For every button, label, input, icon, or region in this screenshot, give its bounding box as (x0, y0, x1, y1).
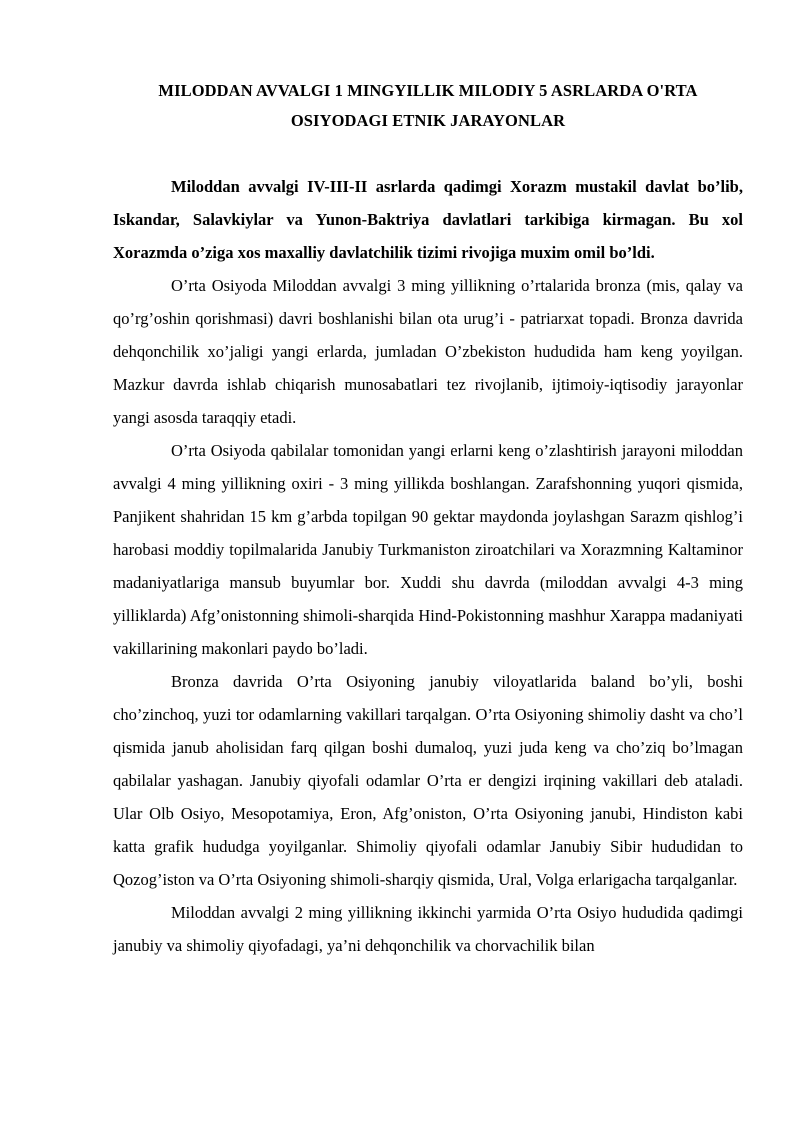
paragraph-second-millennium: Miloddan avvalgi 2 ming yillikning ikkinchi yarmida O’rta Osiyo hududida qadimgi janubiy va shimoliy qiyofadagi, ya’ni dehqonchilik va chorvachilik bilan (113, 903, 743, 955)
paragraph-intro: Miloddan avvalgi IV-III-II asrlarda qadimgi Xorazm mustakil davlat bo’lib, Iskandar, Salavkiylar va Yunon-Baktriya davlatlari tarkibiga kirmagan. Bu xol Xorazmda o’ziga xos maxalliy davlatchilik tizimi rivojiga muxim omil bo’ldi. (113, 177, 743, 262)
paragraph-bronze-age: O’rta Osiyoda Miloddan avvalgi 3 ming yillikning o’rtalarida bronza (mis, qalay va qo’rg’oshin qorishmasi) davri boshlanishi bilan ota urug’i - patriarxat topadi. Bronza davrida dehqonchilik xo’jaligi yangi erlarda, jumladan O’zbekiston hududida ham keng yoyilgan. Mazkur davrda ishlab chiqarish munosabatlari tez rivojlanib, ijtimoiy-iqtisodiy jarayonlar yangi asosda taraqqiy etadi. (113, 276, 743, 427)
document-body (113, 170, 743, 962)
document-page (113, 0, 743, 962)
document-title: MILODDAN AVVALGI 1 MINGYILLIK MILODIY 5 ASRLARDA O'RTA OSIYODAGI ETNIK JARAYONLAR (158, 81, 698, 130)
paragraph-tribes: O’rta Osiyoda qabilalar tomonidan yangi erlarni keng o’zlashtirish jarayoni miloddan avvalgi 4 ming yillikning oxiri - 3 ming yillikda boshlangan. Zarafshonning yuqori qismida, Panjikent shahridan 15 km g’arbda topilgan 90 gektar maydonda joylashgan Sarazm qishlog’i harobasi moddiy topilmalarida Janubiy Turkmaniston ziroatchilari va Xorazmning Kaltaminor madaniyatlariga mansub buyumlar bor. Xuddi shu davrda (miloddan avvalgi 4-3 ming yilliklarda) Afg’onistonning shimoli-sharqida Hind-Pokistonning mashhur Xarappa madaniyati vakillarining makonlari paydo bo’ladi. (113, 441, 743, 658)
paragraph-population: Bronza davrida O’rta Osiyoning janubiy viloyatlarida baland bo’yli, boshi cho’zinchoq, yuzi tor odamlarning vakillari tarqalgan. O’rta Osiyoning shimoliy dasht va cho’l qismida janub aholisidan farq qilgan boshi dumaloq, yuzi juda keng va cho’ziq bo’lmagan qabilalar yashagan. Janubiy qiyofali odamlar O’rta er dengizi irqining vakillari deb ataladi. Ular Olb Osiyo, Mesopotamiya, Eron, Afg’oniston, O’rta Osiyoning janubi, Hindiston kabi katta grafik hududga yoyilganlar. Shimoliy qiyofali odamlar Janubiy Sibir hududidan to Qozog’iston va O’rta Osiyoning shimoli-sharqiy qismida, Ural, Volga erlarigacha tarqalganlar. (113, 672, 743, 889)
